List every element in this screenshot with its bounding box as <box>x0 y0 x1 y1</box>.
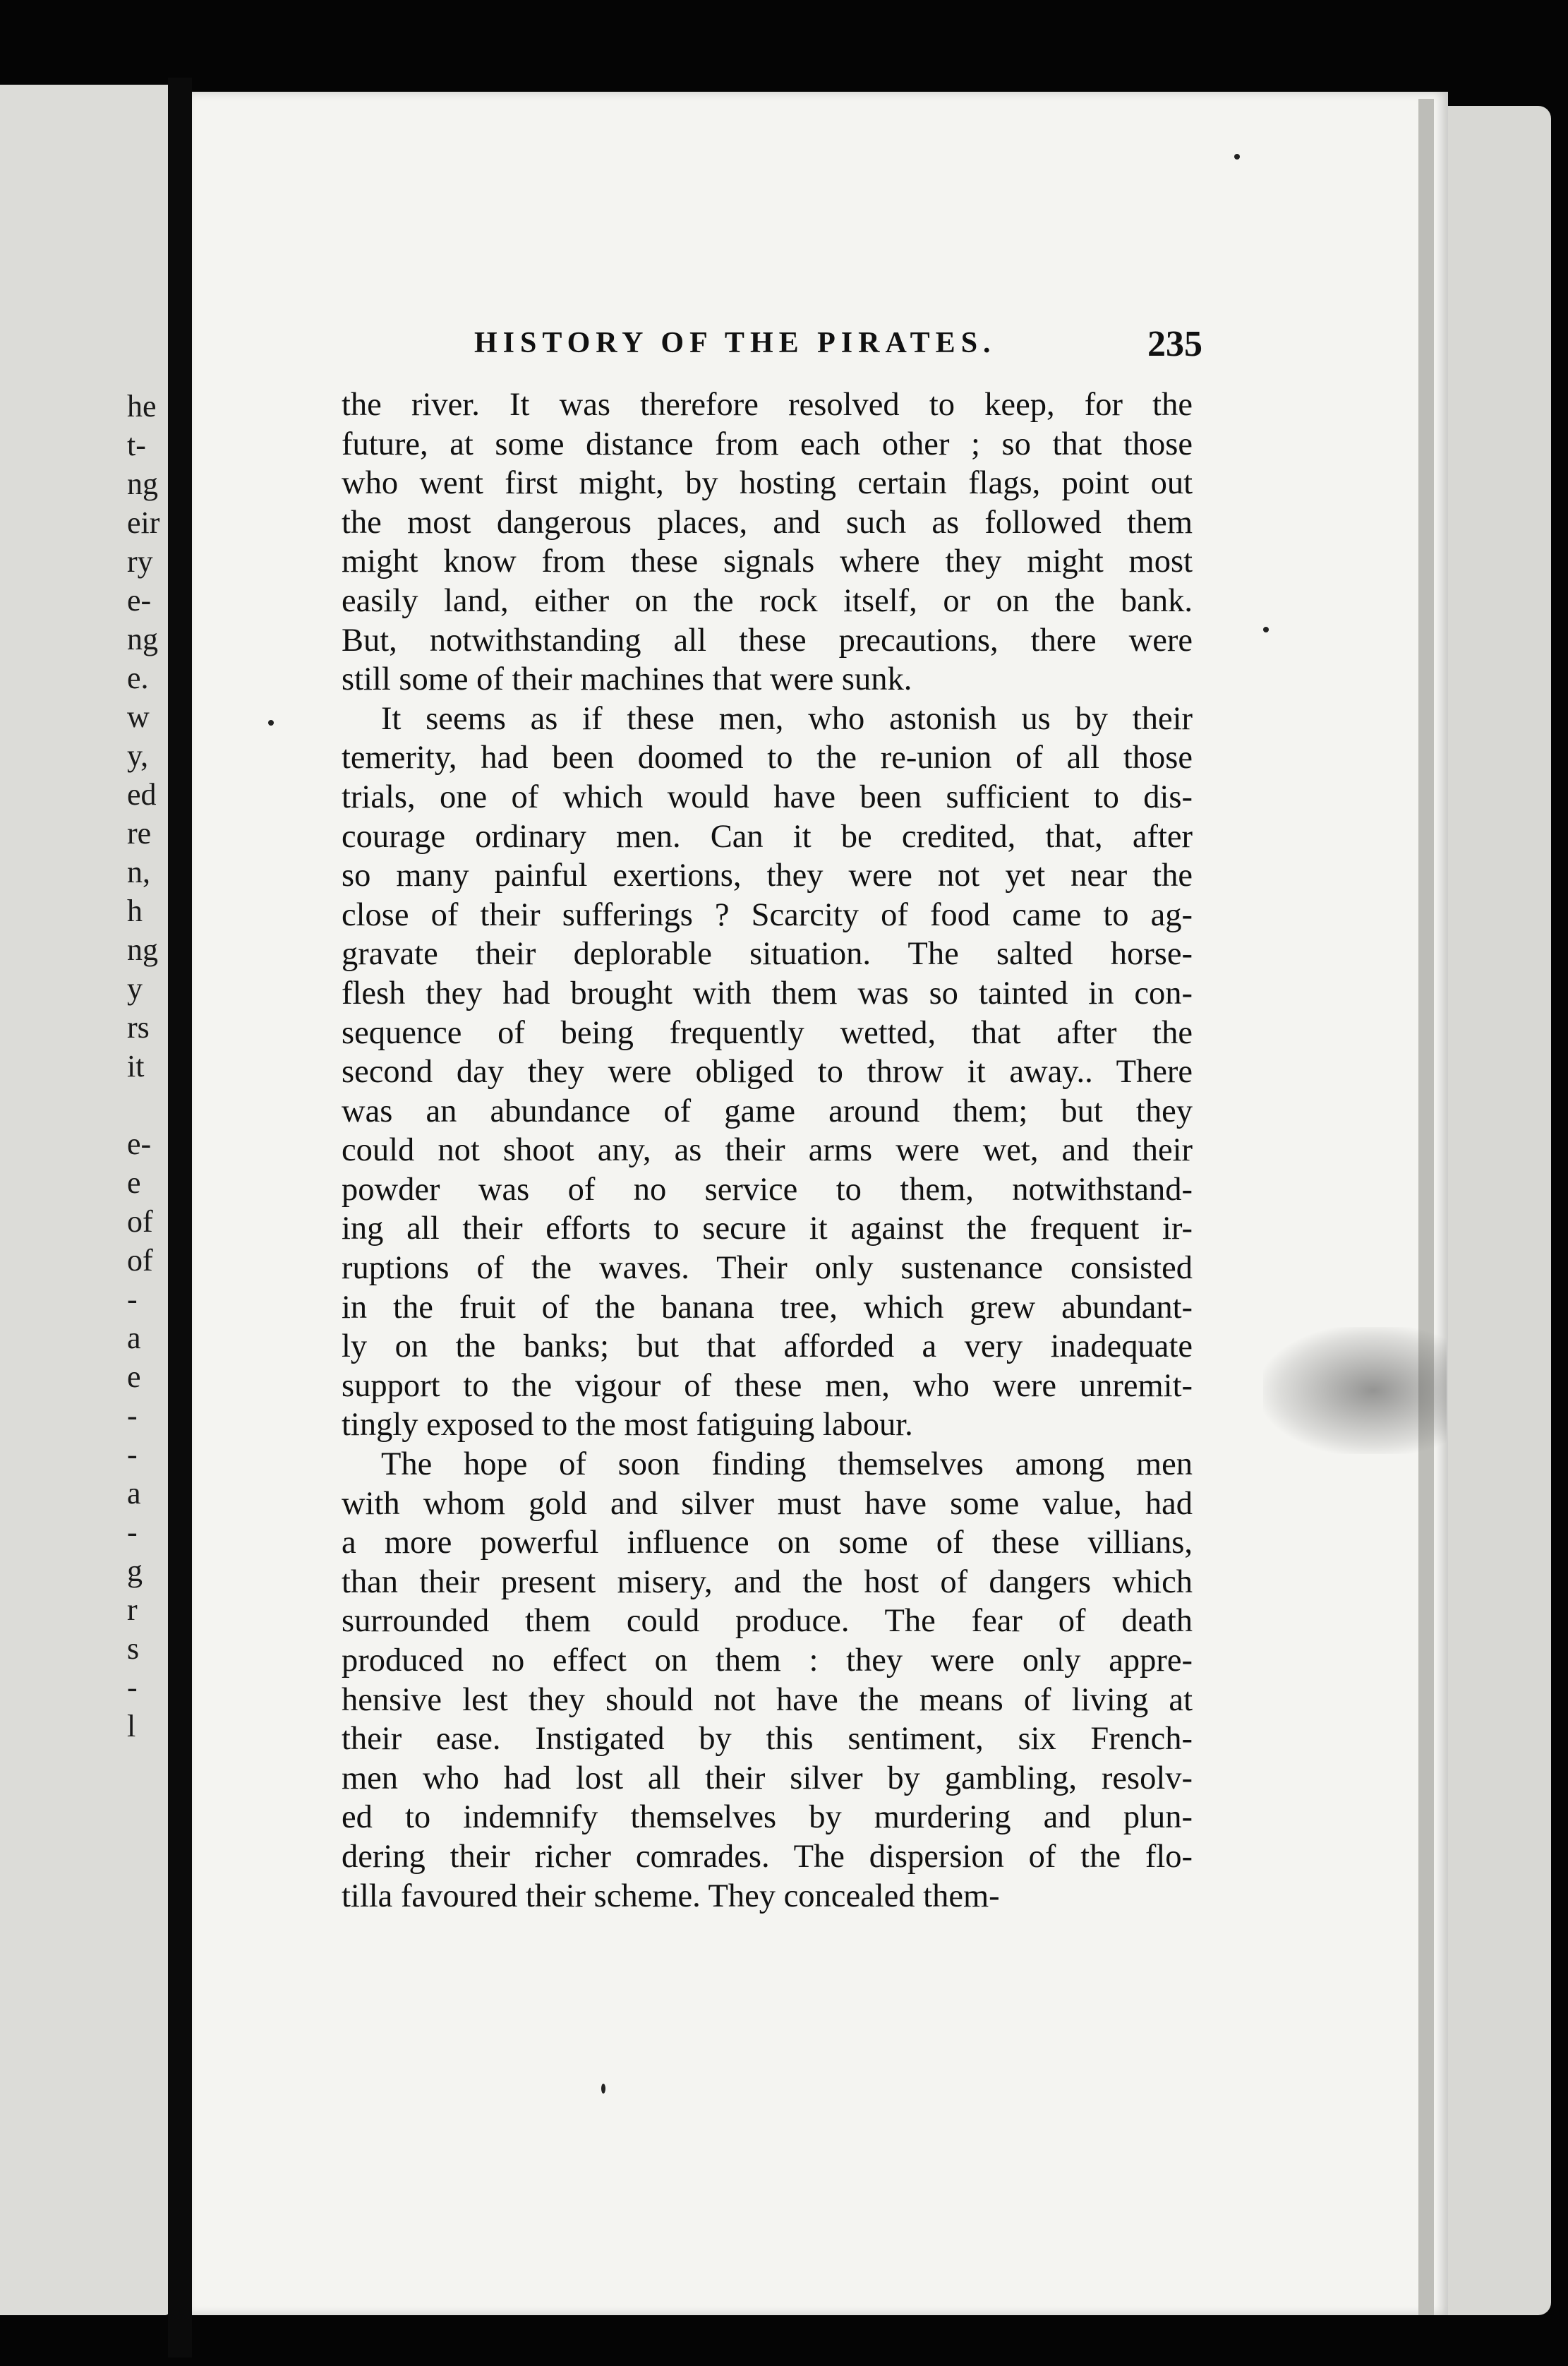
facing-page-fragment: e- <box>127 1127 152 1161</box>
facing-page-fragment: a <box>127 1476 141 1511</box>
facing-page-fragment: y, <box>127 738 149 773</box>
facing-page-fragment: - <box>127 1398 138 1433</box>
facing-page-fragment: e <box>127 1165 141 1200</box>
facing-page-fragment: ng <box>127 467 158 501</box>
text-line: men who had lost all their silver by gambling, resolv- <box>342 1760 1193 1796</box>
text-line: than their present misery, and the host of dangers which <box>342 1563 1193 1600</box>
text-line: their ease. Instigated by this sentiment, six French- <box>342 1721 1193 1758</box>
facing-page-fragment: ed <box>127 777 157 812</box>
text-line: temerity, had been doomed to the re-union of all those <box>342 740 1193 776</box>
binding-gutter <box>168 78 192 2358</box>
facing-page-fragment: ry <box>127 544 153 579</box>
page-number: 235 <box>1147 324 1202 364</box>
text-line: ing all their efforts to secure it against the frequent ir- <box>342 1211 1193 1247</box>
text-line: who went first might, by hosting certain flags, point out <box>342 465 1193 502</box>
text-line: dering their richer comrades. The dispersion of the flo- <box>342 1838 1193 1875</box>
facing-page-fragment: re <box>127 816 152 851</box>
text-line: ly on the banks; but that afforded a very inadequate <box>342 1328 1193 1365</box>
ink-speck <box>601 2084 605 2094</box>
text-line: was an abundance of game around them; but they <box>342 1093 1193 1129</box>
text-line: close of their sufferings ? Scarcity of food came to ag- <box>342 896 1193 933</box>
facing-page-fragment: - <box>127 1670 138 1705</box>
facing-page-fragment: a <box>127 1321 141 1355</box>
ink-speck <box>1234 154 1240 160</box>
text-line: ruptions of the waves. Their only sustenance consisted <box>342 1250 1193 1287</box>
text-line: sequence of being frequently wetted, that after the <box>342 1014 1193 1051</box>
facing-page-fragment: r <box>127 1592 138 1627</box>
running-head: HISTORY OF THE PIRATES. <box>474 327 996 359</box>
facing-page-fragment: ng <box>127 932 158 967</box>
text-line: The hope of soon finding themselves among men <box>381 1446 1193 1483</box>
facing-page-fragment: n, <box>127 855 150 889</box>
text-line: so many painful exertions, they were not yet near the <box>342 858 1193 894</box>
facing-page-fragment: t- <box>127 428 146 462</box>
text-line: in the fruit of the banana tree, which grew abundant- <box>342 1289 1193 1326</box>
facing-page-fragment <box>127 1086 169 1124</box>
facing-page-fragment: of <box>127 1243 153 1278</box>
text-line: ed to indemnify themselves by murdering and plun- <box>342 1799 1193 1836</box>
text-line: could not shoot any, as their arms were wet, and their <box>342 1132 1193 1169</box>
facing-page-fragment: w <box>127 699 150 734</box>
facing-page-fragment: he <box>127 389 157 424</box>
facing-page-text <box>127 387 169 1746</box>
text-line: the most dangerous places, and such as followed them <box>342 504 1193 541</box>
facing-page-fragment: h <box>127 894 143 928</box>
facing-page-fragment: ng <box>127 622 158 656</box>
facing-page-fragment: eir <box>127 505 160 540</box>
text-line: surrounded them could produce. The fear of death <box>342 1603 1193 1640</box>
text-line: gravate their deplorable situation. The salted horse- <box>342 936 1193 973</box>
facing-page-fragment: g <box>127 1554 143 1588</box>
text-line: future, at some distance from each other ; so that those <box>342 426 1193 462</box>
page-edge-shadow <box>1418 99 1434 2315</box>
text-line: hensive lest they should not have the means of living at <box>342 1681 1193 1718</box>
facing-page-fragment: e- <box>127 583 152 618</box>
text-line: support to the vigour of these men, who were unremit- <box>342 1367 1193 1404</box>
facing-page-fragment: y <box>127 971 143 1006</box>
text-line: It seems as if these men, who astonish us by their <box>381 700 1193 737</box>
facing-page-fragment: l <box>127 1709 136 1743</box>
text-line: tingly exposed to the most fatiguing labour. <box>342 1407 913 1443</box>
facing-page-fragment: of <box>127 1204 153 1239</box>
text-line: second day they were obliged to throw it away.. There <box>342 1054 1193 1091</box>
text-line: the river. It was therefore resolved to keep, for the <box>342 387 1193 423</box>
page-header <box>474 326 1202 376</box>
text-line: easily land, either on the rock itself, or on the bank. <box>342 582 1193 619</box>
ink-speck <box>1263 627 1269 632</box>
body-text <box>342 385 1193 1916</box>
text-line: might know from these signals where they might most <box>342 544 1193 580</box>
facing-page-fragment: e <box>127 1359 141 1394</box>
page-stain <box>1263 1327 1447 1454</box>
text-line: with whom gold and silver must have some value, had <box>342 1485 1193 1522</box>
text-line: powder was of no service to them, notwithstand- <box>342 1171 1193 1208</box>
text-line: But, notwithstanding all these precautions, there were <box>342 622 1193 659</box>
facing-page-fragment: it <box>127 1049 145 1083</box>
text-line: a more powerful influence on some of these villians, <box>342 1525 1193 1561</box>
facing-page-fragment: - <box>127 1437 138 1472</box>
text-line: flesh they had brought with them was so tainted in con- <box>342 975 1193 1011</box>
text-line: trials, one of which would have been sufficient to dis- <box>342 779 1193 815</box>
facing-page-fragment: e. <box>127 661 149 695</box>
text-line: courage ordinary men. Can it be credited, that, after <box>342 818 1193 855</box>
text-line: produced no effect on them : they were only appre- <box>342 1643 1193 1679</box>
ink-speck <box>268 720 274 726</box>
facing-page-fragment: - <box>127 1282 138 1316</box>
text-line: tilla favoured their scheme. They concealed them- <box>342 1878 1000 1914</box>
page-edge <box>1440 106 1551 2315</box>
facing-page-fragment: rs <box>127 1010 150 1045</box>
text-line: still some of their machines that were sunk. <box>342 661 912 698</box>
facing-page-fragment: - <box>127 1515 138 1549</box>
facing-page-fragment: s <box>127 1631 140 1666</box>
